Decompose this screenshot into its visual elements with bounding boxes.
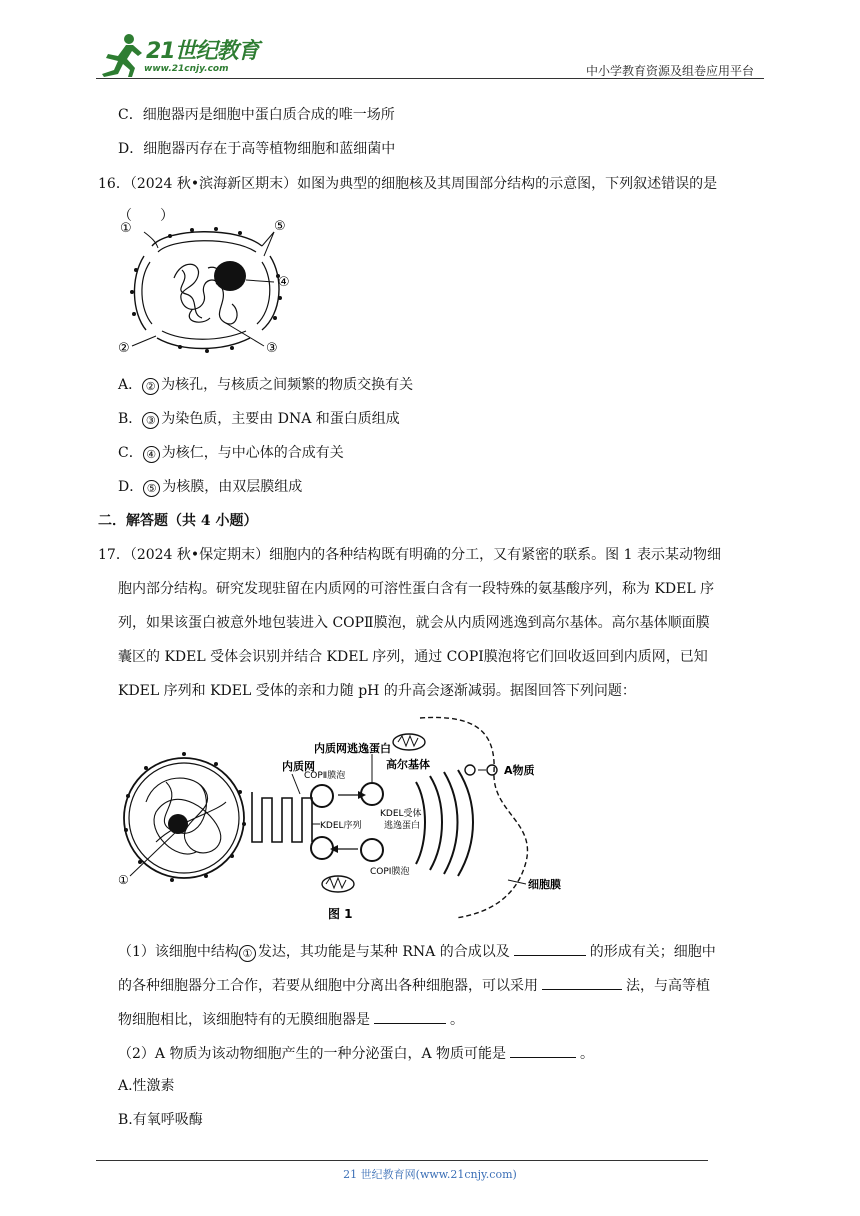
label-5: ⑤ xyxy=(274,219,286,234)
nucleus-diagram xyxy=(112,218,302,356)
site-logo xyxy=(96,30,266,80)
label-2: ② xyxy=(118,341,130,356)
section-title: 二．解答题（共 4 小题） xyxy=(98,513,258,529)
label-1: ① xyxy=(120,221,132,236)
fig1-label-membrane: 细胞膜 xyxy=(528,878,561,891)
header-platform-text: 中小学教育资源及组卷应用平台 xyxy=(585,64,754,78)
answer-blank-4[interactable] xyxy=(510,1042,576,1058)
label-3: ③ xyxy=(266,341,278,356)
answer-blank-3[interactable] xyxy=(374,1008,446,1024)
q16-option-d: D． ⑤ 为核膜，由双层膜组成 xyxy=(118,479,303,495)
fig1-label-er: 内质网 xyxy=(282,760,315,773)
cell-structure-figure xyxy=(116,712,576,922)
q17-option-b: B.有氧呼吸酶 xyxy=(118,1112,203,1128)
q17-option-a: A.性激素 xyxy=(118,1078,175,1094)
q17-part2: （2）A 物质为该动物细胞产生的一种分泌蛋白，A 物质可能是 。 xyxy=(118,1042,594,1064)
fig1-label-copii: COPⅡ膜泡 xyxy=(304,771,346,781)
q17-part1-line-1: （1）该细胞中结构 ① 发达，其功能是与某种 RNA 的合成以及 的形成有关；细胞中 xyxy=(118,940,716,962)
q15-option-d: D．细胞器丙存在于高等植物细胞和蓝细菌中 xyxy=(118,141,396,157)
answer-blank-2[interactable] xyxy=(542,974,622,990)
fig1-label-1: ① xyxy=(118,873,129,887)
q17-stem-line-5: KDEL 序列和 KDEL 受体的亲和力随 pH 的升高会逐渐减弱。据图回答下列问题： xyxy=(118,683,636,699)
footer-text: 21 世纪教育网(www.21cnjy.com) xyxy=(343,1168,517,1181)
q16-option-b: B． ③ 为染色质，主要由 DNA 和蛋白质组成 xyxy=(118,411,400,427)
runner-logo-icon xyxy=(96,32,146,78)
fig1-label-a: A物质 xyxy=(504,764,535,777)
logo-title: 21世纪教育 xyxy=(146,39,259,64)
fig1-caption: 图 1 xyxy=(328,907,353,921)
fig1-label-kdel-receptor: KDEL受体 xyxy=(380,809,422,819)
page-header xyxy=(96,30,764,80)
q17-part1-line-2: 的各种细胞器分工合作，若要从细胞中分离出各种细胞器，可以采用 法，与高等植 xyxy=(118,974,710,996)
fig1-label-copi: COPⅠ膜泡 xyxy=(370,867,410,877)
q17-stem-line-3: 列，如果该蛋白被意外地包装进入 COPⅡ膜泡，就会从内质网逃逸到高尔基体。高尔基体顺面膜 xyxy=(118,615,710,631)
q15-option-c: C．细胞器丙是细胞中蛋白质合成的唯一场所 xyxy=(118,107,395,123)
q16-stem: 16．（2024 秋•滨海新区期末）如图为典型的细胞核及其周围部分结构的示意图，下列叙述错误的是 xyxy=(98,176,718,192)
fig1-label-er-escape: 内质网逃逸蛋白 xyxy=(314,742,391,755)
logo-url: www.21cnjy.com xyxy=(144,64,229,74)
fig1-label-escape-protein: 逃逸蛋白 xyxy=(384,821,421,831)
q16-option-c: C． ④ 为核仁，与中心体的合成有关 xyxy=(118,445,344,461)
fig1-label-kdel-seq: KDEL序列 xyxy=(320,821,362,831)
answer-blank-1[interactable] xyxy=(514,940,586,956)
q16-answer-paren: （ ） xyxy=(118,208,174,224)
q17-part1-line-3: 物细胞相比，该细胞特有的无膜细胞器是 。 xyxy=(118,1008,464,1030)
q17-stem-line-1: 17．（2024 秋•保定期末）细胞内的各种结构既有明确的分工，又有紧密的联系。图 1 表示某动物细 xyxy=(98,547,721,563)
header-divider xyxy=(96,78,764,79)
q17-stem-line-4: 囊区的 KDEL 受体会识别并结合 KDEL 序列，通过 COPⅠ膜泡将它们回收返回到内质网，已知 xyxy=(118,649,708,665)
fig1-label-golgi: 高尔基体 xyxy=(386,758,430,771)
label-4: ④ xyxy=(278,275,290,290)
q17-stem-line-2: 胞内部分结构。研究发现驻留在内质网的可溶性蛋白含有一段特殊的氨基酸序列，称为 KDEL 序 xyxy=(118,581,715,597)
q16-option-a: A． ② 为核孔，与核质之间频繁的物质交换有关 xyxy=(118,377,414,393)
footer-divider xyxy=(96,1160,708,1161)
